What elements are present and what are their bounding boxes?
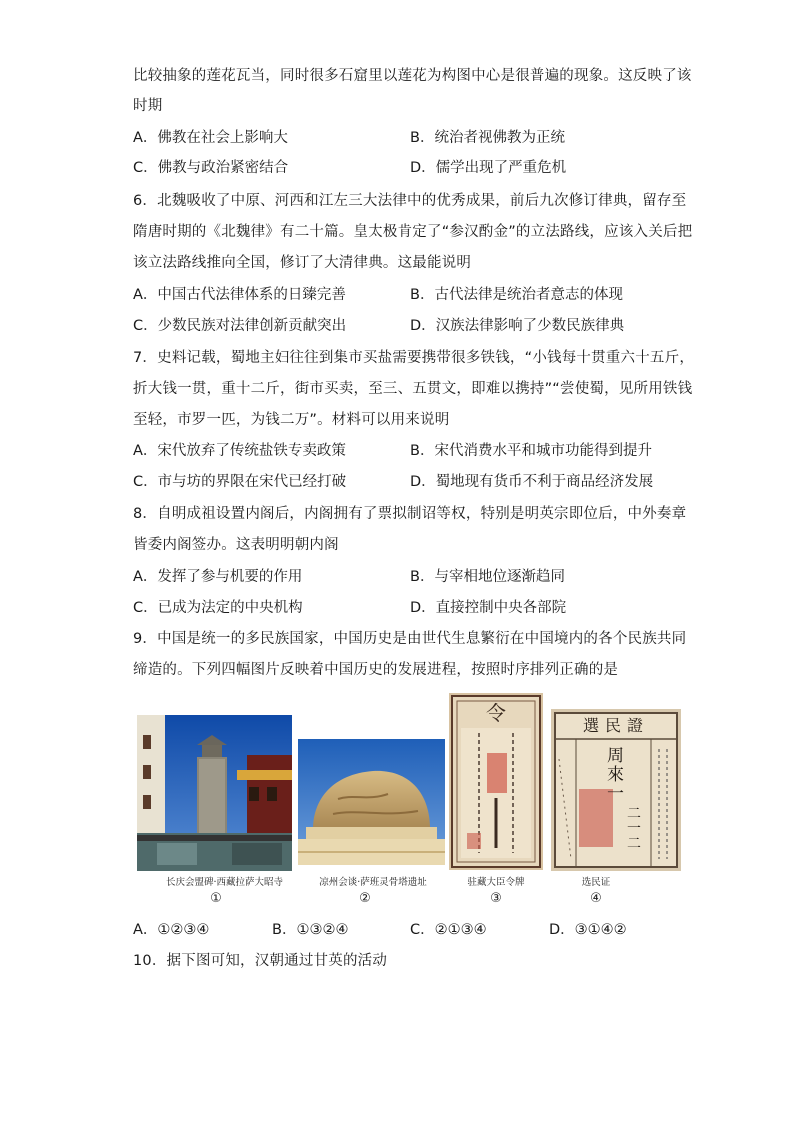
q9-image-1-number: ① [210,891,222,906]
q9-image-1-stele [137,715,292,871]
q7-option-a[interactable]: A．宋代放弃了传统盐铁专卖政策 [133,443,346,459]
q9-stem-line1: 9．中国是统一的多民族国家，中国历史是由世代生息繁衍在中国境内的各个民族共同 [133,631,687,647]
q7-option-b[interactable]: B．宋代消费水平和城市功能得到提升 [410,443,652,459]
q8-option-d[interactable]: D．直接控制中央各部院 [410,600,567,616]
q9-option-b[interactable]: B．①③②④ [272,922,349,938]
q5-stem-line2: 时期 [133,98,163,114]
voter-card-number: 二一二 [627,806,641,852]
q7-stem-line2: 折大钱一贯，重十二斤，街市买卖，至三、五贯文，即难以携持”“尝使蜀，见所用铁钱 [133,381,693,397]
q7-option-d[interactable]: D．蜀地现有货币不利于商品经济发展 [410,474,654,490]
q5-stem-line1: 比较抽象的莲花瓦当，同时很多石窟里以莲花为构图中心是很普遍的现象。这反映了该 [133,68,692,84]
q9-stem-line2: 缔造的。下列四幅图片反映着中国历史的发展进程，按照时序排列正确的是 [133,662,619,678]
q9-option-d[interactable]: D．③①④② [549,922,627,938]
q9-image-4-caption: 选民证 [581,877,611,888]
q9-image-1-caption: 长庆会盟碑·西藏拉萨大昭寺 [166,877,284,888]
q9-option-a[interactable]: A．①②③④ [133,922,210,938]
q6-option-b[interactable]: B．古代法律是统治者意志的体现 [410,287,623,303]
q6-stem-line3: 该立法路线推向全国，修订了大清律典。这最能说明 [133,255,472,271]
q6-option-c[interactable]: C．少数民族对法律创新贡献突出 [133,318,347,334]
q9-image-2-caption: 凉州会谈·萨班灵骨塔遗址 [319,877,427,888]
q8-option-a[interactable]: A．发挥了参与机要的作用 [133,569,303,585]
q5-option-a[interactable]: A．佛教在社会上影响大 [133,130,288,146]
q9-image-3-number: ③ [490,891,502,906]
q9-option-c[interactable]: C．②①③④ [410,922,487,938]
tablet-title: 令 [486,701,506,725]
q7-stem-line1: 7．史料记载，蜀地主妇往往到集市买盐需要携带很多铁钱，“小钱每十贯重六十五斤， [133,350,695,366]
q10-stem-line1: 10．据下图可知，汉朝通过甘英的活动 [133,953,388,969]
q9-image-4-number: ④ [590,891,602,906]
q9-image-3-caption: 驻藏大臣令牌 [467,877,525,888]
stele-photo-art [137,715,292,871]
q9-image-3-order-tablet [449,693,543,870]
q5-option-b[interactable]: B．统治者视佛教为正统 [410,130,565,146]
q5-option-c[interactable]: C．佛教与政治紧密结合 [133,160,289,176]
q9-image-2-number: ② [359,891,371,906]
q9-image-4-voter-card [551,709,681,871]
q8-option-c[interactable]: C．已成为法定的中央机构 [133,600,303,616]
q5-option-d[interactable]: D．儒学出现了严重危机 [410,160,567,176]
q8-stem-line1: 8．自明成祖设置内阁后，内阁拥有了票拟制诏等权，特别是明英宗即位后，中外奏章 [133,506,687,522]
q8-stem-line2: 皆委内阁签办。这表明明朝内阁 [133,537,339,553]
q7-option-c[interactable]: C．市与坊的界限在宋代已经打破 [133,474,347,490]
voter-card-title: 選民證 [582,716,649,735]
q6-stem-line2: 隋唐时期的《北魏律》有二十篇。皇太极肯定了“参汉酌金”的立法路线，应该入关后把 [133,224,693,240]
voter-card-name: 周來一 [607,746,624,804]
q9-image-2-stupa [298,739,445,865]
q8-option-b[interactable]: B．与宰相地位逐渐趋同 [410,569,565,585]
q6-option-a[interactable]: A．中国古代法律体系的日臻完善 [133,287,346,303]
q6-option-d[interactable]: D．汉族法律影响了少数民族律典 [410,318,625,334]
stupa-photo-art [298,739,445,865]
q6-stem-line1: 6．北魏吸收了中原、河西和江左三大法律中的优秀成果，前后九次修订律典，留存至 [133,193,687,209]
q7-stem-line3: 至轻，市罗一匹，为钱二万”。材料可以用来说明 [133,412,450,428]
